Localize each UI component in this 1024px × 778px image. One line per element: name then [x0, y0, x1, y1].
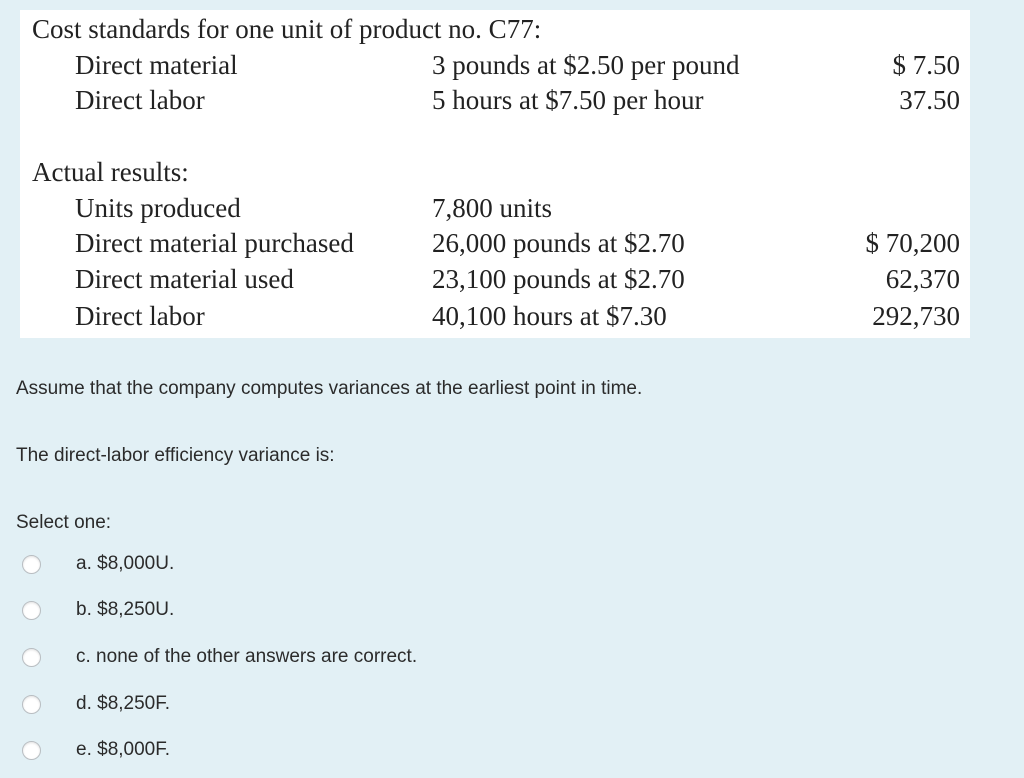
actual-heading: Actual results: — [32, 157, 189, 187]
answer-label-b[interactable]: b. $8,250U. — [76, 599, 175, 620]
question-prompt: The direct-labor efficiency variance is: — [16, 445, 335, 466]
standards-item-labor: Direct labor — [75, 85, 205, 115]
standards-heading: Cost standards for one unit of product no. C77: — [32, 14, 542, 44]
actual-item-labor: Direct labor — [75, 301, 205, 331]
actual-detail-used: 23,100 pounds at $2.70 — [432, 264, 685, 294]
actual-amount-purchased: $ 70,200 — [865, 228, 960, 258]
standards-detail-material: 3 pounds at $2.50 per pound — [432, 50, 740, 80]
radio-button-a[interactable] — [22, 555, 41, 574]
actual-detail-units: 7,800 units — [432, 193, 553, 223]
radio-button-b[interactable] — [22, 601, 41, 620]
answer-option-b[interactable] — [22, 596, 622, 624]
answer-label-d[interactable]: d. $8,250F. — [76, 693, 171, 714]
answer-option-d[interactable] — [22, 690, 622, 718]
standards-detail-labor: 5 hours at $7.50 per hour — [432, 85, 704, 115]
answer-option-e[interactable] — [22, 736, 622, 764]
actual-item-purchased: Direct material purchased — [75, 228, 354, 258]
answer-label-c[interactable]: c. none of the other answers are correct. — [76, 646, 418, 667]
standards-amount-labor: 37.50 — [899, 85, 960, 115]
actual-amount-used: 62,370 — [885, 264, 960, 294]
answer-label-a[interactable]: a. $8,000U. — [76, 553, 175, 574]
actual-item-units: Units produced — [75, 193, 241, 223]
actual-detail-purchased: 26,000 pounds at $2.70 — [432, 228, 685, 258]
radio-button-c[interactable] — [22, 648, 41, 667]
actual-detail-labor: 40,100 hours at $7.30 — [432, 301, 667, 331]
actual-item-used: Direct material used — [75, 264, 294, 294]
actual-amount-labor: 292,730 — [872, 301, 960, 331]
standards-item-material: Direct material — [75, 50, 238, 80]
standards-amount-material: $ 7.50 — [892, 50, 960, 80]
answer-label-e[interactable]: e. $8,000F. — [76, 739, 171, 760]
problem-table-image — [20, 10, 970, 338]
answer-option-a[interactable] — [22, 550, 622, 578]
radio-button-e[interactable] — [22, 741, 41, 760]
select-one-label: Select one: — [16, 512, 112, 533]
assumption-text: Assume that the company computes variances at the earliest point in time. — [16, 378, 643, 399]
radio-button-d[interactable] — [22, 695, 41, 714]
answer-option-c[interactable] — [22, 643, 622, 671]
